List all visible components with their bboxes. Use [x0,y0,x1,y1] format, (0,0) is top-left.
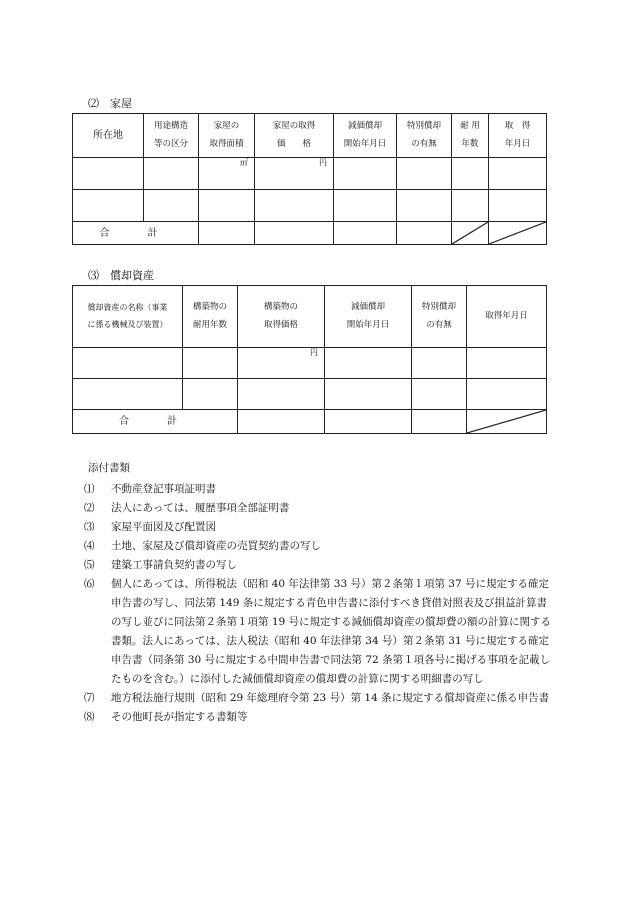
attachment-item [84,556,554,575]
header-special-depreciation: 特別償却 の有無 [412,286,467,348]
entry-cell[interactable] [412,348,467,379]
entry-cell[interactable] [73,348,183,379]
total-price-cell[interactable] [238,410,325,434]
attachment-number: ⑶ [84,521,95,533]
entry-cell[interactable] [325,348,412,379]
entry-cell[interactable] [452,158,489,190]
header-acquired-area: 家屋の 取得面積 [199,114,255,158]
entry-cell[interactable] [199,190,255,222]
header-depreciation-start: 減価償却 開始年月日 [325,286,412,348]
total-label: 合 計 [73,410,238,434]
unit-square-meter: ㎡ [240,158,248,168]
attachment-item [84,480,554,499]
header-acquisition-date: 取得年月日 [467,286,547,348]
attachment-text: 地方税法施行規則（昭和 29 年総理府令第 23 号）第 14 条に規定する償却資産に係る申告書 [111,692,550,704]
entry-cell[interactable] [397,158,452,190]
total-price-cell[interactable] [255,222,334,245]
unit-yen: 円 [310,347,318,357]
entry-cell[interactable] [255,190,334,222]
attachment-text: 法人にあっては、履歴事項全部証明書 [111,502,290,514]
houses-entry-row [73,190,547,222]
depreciable-entry-row [73,348,547,379]
entry-cell[interactable] [397,190,452,222]
attachment-text: 家屋平面図及び配置図 [111,521,216,533]
entry-cell[interactable] [334,190,397,222]
entry-cell[interactable] [452,190,489,222]
attachment-item [84,575,554,689]
header-acquisition-price: 家屋の取得 価 格 [255,114,334,158]
houses-total-row [73,222,547,245]
header-useful-life: 耐 用 年数 [452,114,489,158]
entry-cell[interactable] [73,190,144,222]
entry-cell[interactable] [73,379,183,410]
houses-header-row [73,114,547,158]
header-acquisition-date: 取 得 年月日 [489,114,547,158]
attachment-text: 個人にあっては、所得税法（昭和 40 年法律第 33 号）第２条第１項第 37 号に規定する確定申告書の写し、同法第 149 条に規定する青色申告書に添付すべき貸借対照表及び損益計算書の写し並びに同法第２条第１項第 19 号に規定する減価償却資産の償却費の額の計算に関する書類。法人にあっては、法人税法（昭和 40 年法律第 34 号）第２条第 31 号に規定する確定申告書（同条第 30 号に規定する中間申告書で同法第 72 条第１項各号に掲げる事項を記載したものを含む。）に添付した減価償却資産の償却費の計算に関する明細書の写し [111,578,552,685]
header-location: 所在地 [73,114,144,158]
entry-cell[interactable] [73,158,144,190]
header-structure-acquisition-price: 構築物の 取得価格 [238,286,325,348]
total-cell[interactable] [334,222,397,245]
houses-table [72,113,547,245]
total-area-cell[interactable] [199,222,255,245]
attachment-text: その他町長が指定する書類等 [111,711,248,723]
entry-cell[interactable] [144,190,199,222]
attachment-number: ⑵ [84,502,95,514]
attachment-item [84,537,554,556]
houses-entry-row [73,158,547,190]
header-use-structure: 用途構造 等の区分 [144,114,199,158]
header-depreciation-start: 減価償却 開始年月日 [334,114,397,158]
header-asset-name: 償却資産の名称（事業 に係る機械及び装置） [73,286,183,348]
attachments-title: 添付書類 [88,462,130,474]
total-cell[interactable] [325,410,412,434]
attachment-text: 不動産登記事項証明書 [111,483,216,495]
entry-cell[interactable] [467,348,547,379]
attachments-list [84,480,554,727]
depreciable-header-row [73,286,547,348]
total-cell[interactable] [412,410,467,434]
entry-cell[interactable] [144,158,199,190]
attachment-number: ⑴ [84,483,95,495]
entry-cell[interactable] [325,379,412,410]
depreciable-total-row [73,410,547,434]
entry-cell[interactable] [183,379,238,410]
diagonal-void-cell [467,410,547,434]
attachment-number: ⑺ [84,692,95,704]
diagonal-void-cell [452,222,489,245]
attachment-item [84,708,554,727]
entry-cell[interactable] [334,158,397,190]
attachment-text: 土地、家屋及び償却資産の売買契約書の写し [111,540,321,552]
attachment-number: ⑷ [84,540,95,552]
header-special-depreciation: 特別償却 の有無 [397,114,452,158]
entry-cell[interactable] [467,379,547,410]
entry-cell-area[interactable] [199,158,255,190]
entry-cell[interactable] [238,379,325,410]
header-structure-useful-life: 構築物の 耐用年数 [183,286,238,348]
attachment-number: ⑹ [84,578,95,590]
entry-cell[interactable] [412,379,467,410]
diagonal-void-cell [489,222,547,245]
entry-cell[interactable] [183,348,238,379]
entry-cell-price[interactable] [255,158,334,190]
depreciable-assets-table [72,285,547,434]
attachment-item [84,499,554,518]
section-heading-houses: ⑵ 家屋 [88,97,132,110]
attachment-item [84,518,554,537]
entry-cell-price[interactable] [238,348,325,379]
entry-cell[interactable] [489,158,547,190]
attachment-number: ⑸ [84,559,95,571]
total-cell[interactable] [397,222,452,245]
attachment-item [84,689,554,708]
total-label: 合 計 [73,222,199,245]
depreciable-entry-row [73,379,547,410]
attachment-text: 建築工事請負契約書の写し [111,559,237,571]
unit-yen: 円 [319,158,327,168]
entry-cell[interactable] [489,190,547,222]
attachment-number: ⑻ [84,711,95,723]
section-heading-depreciable-assets: ⑶ 償却資産 [88,269,154,282]
